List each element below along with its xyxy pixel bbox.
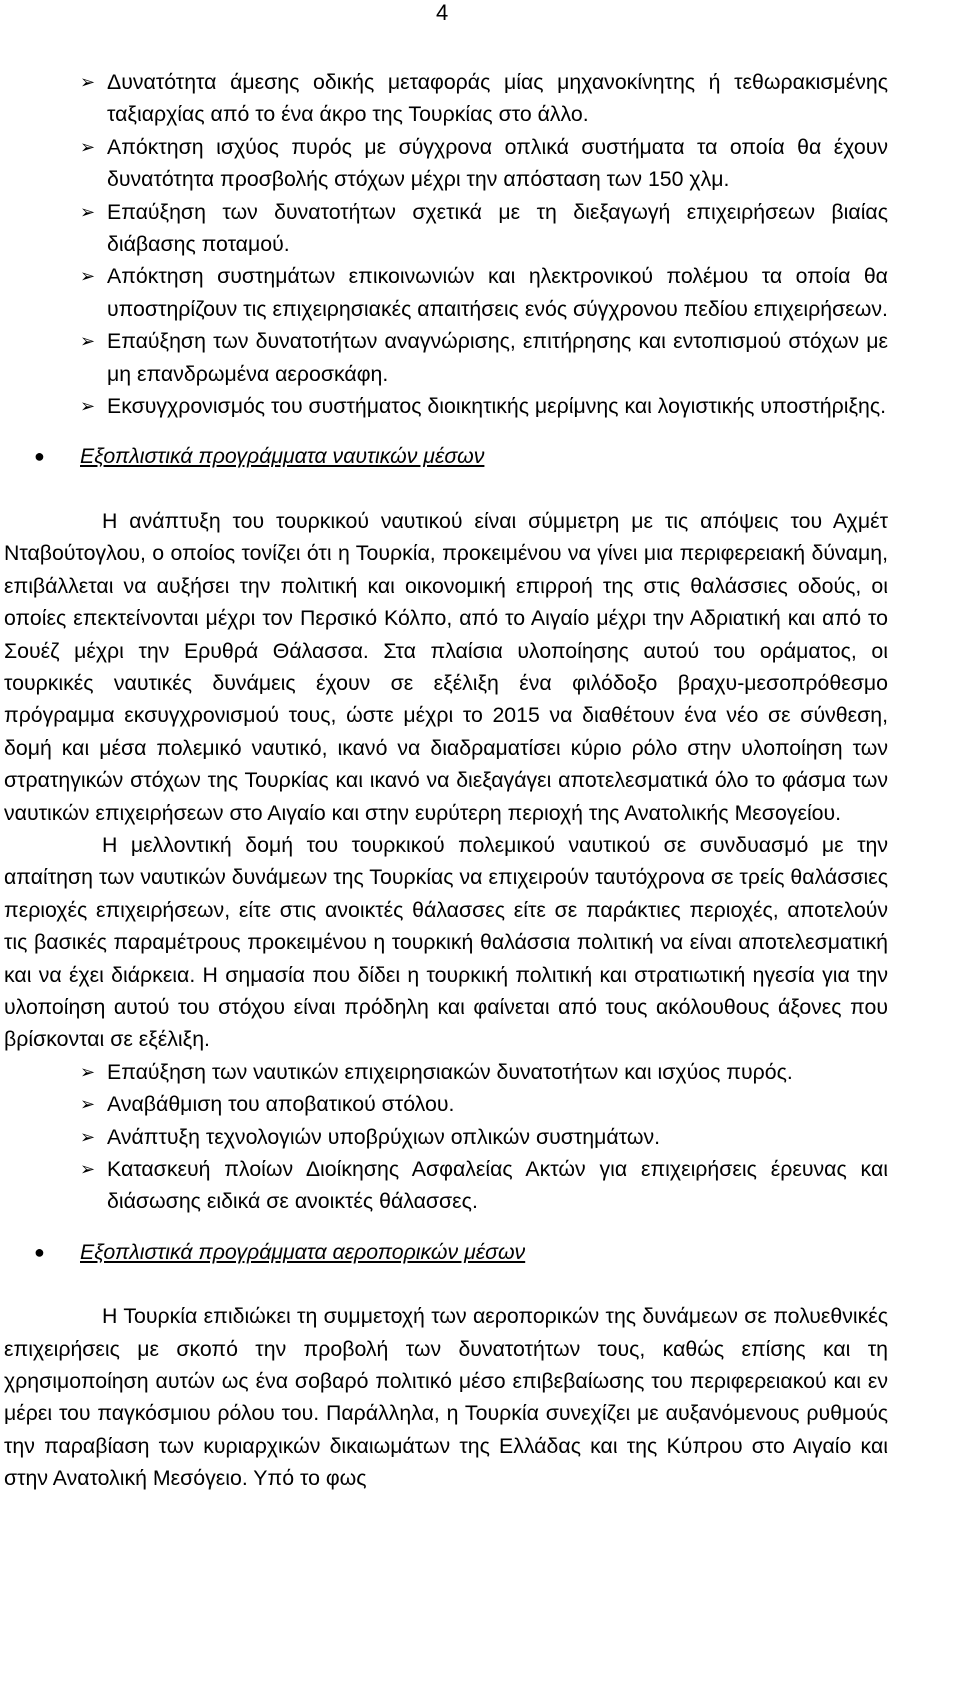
list-item: ➢ Ανάπτυξη τεχνολογιών υποβρύχιων οπλικών συστημάτων. <box>4 1121 888 1153</box>
arrow-bullet-icon: ➢ <box>80 396 96 417</box>
list-item: ➢ Δυνατότητα άμεσης οδικής μεταφοράς μίας μηχανοκίνητης ή τεθωρακισμένης ταξιαρχίας από το ένα άκρο της Τουρκίας στο άλλο. <box>4 66 888 131</box>
arrow-bullet-icon: ➢ <box>80 331 96 352</box>
list-item: ➢ Επαύξηση των ναυτικών επιχειρησιακών δυνατοτήτων και ισχύος πυρός. <box>4 1056 888 1088</box>
naval-paragraph-1: Η ανάπτυξη του τουρκικού ναυτικού είναι σύμμετρη με τις απόψεις του Αχμέτ Νταβούτογλου, ο οποίος τονίζει ότι η Τουρκία, προκειμένου να γίνει μια περιφερειακή δύναμη, επιβάλλεται να αυξήσει την πολιτική και οικονομική επιρροή της στις θαλάσσιες οδούς, οι οποίες επεκτείνονται μέχρι τον Περσικό Κόλπο, από το Αιγαίο μέχρι την Αδριατική και από το Σουέζ μέχρι την Ερυθρά Θάλασσα. Στα πλαίσια υλοποίησης αυτού του οράματος, οι τουρκικές ναυτικές δυνάμεις έχουν σε εξέλιξη ένα φιλόδοξο βραχυ-μεσοπρόθεσμο πρόγραμμα εκσυγχρονισμού τους, ώστε μέχρι το 2015 να διαθέτουν ένα νέο σε σύνθεση, δομή και μέσα πολεμικό ναυτικό, ικανό να διαδραματίσει κύριο ρόλο στην υλοποίηση των στρατηγικών στόχων της Τουρκίας και ικανό να διεξαγάγει αποτελεσματικά όλο το φάσμα των ναυτικών επιχειρήσεων στο Αιγαίο και στην ευρύτερη περιοχή της Ανατολικής Μεσογείου. <box>4 508 888 825</box>
air-paragraph-1: Η Τουρκία επιδιώκει τη συμμετοχή των αεροπορικών της δυνάμεων σε πολυεθνικές επιχειρήσεις με σκοπό την προβολή των δυνατοτήτων τους, καθώς επίσης και τη χρησιμοποίηση αυτών ως ένα σοβαρό πολιτικό μέσο επιβεβαίωσης του περιφερειακού και εν μέρει του παγκόσμιου ρόλου του. Παράλληλα, η Τουρκία συνεχίζει με αυξανόμενους ρυθμούς την παραβίαση των κυριαρχικών δικαιωμάτων της Ελλάδας και της Κύπρου στο Αιγαίο και στην Ανατολική Μεσόγειο. Υπό το φως <box>4 1304 888 1491</box>
naval-axes-list <box>4 1056 888 1218</box>
list-item: ➢ Επαύξηση των δυνατοτήτων αναγνώρισης, επιτήρησης και εντοπισμού στόχων με μη επανδρωμένα αεροσκάφη. <box>4 325 888 390</box>
list-item: ➢ Αναβάθμιση του αποβατικού στόλου. <box>4 1088 888 1120</box>
capabilities-list <box>4 66 888 422</box>
list-item: ➢ Εκσυγχρονισμός του συστήματος διοικητικής μερίμνης και λογιστικής υποστήριξης. <box>4 390 888 422</box>
air-section-heading: ● Εξοπλιστικά προγράμματα αεροπορικών μέσων <box>4 1236 888 1268</box>
arrow-bullet-icon: ➢ <box>80 1126 96 1147</box>
arrow-bullet-icon: ➢ <box>80 1061 96 1082</box>
arrow-bullet-icon: ➢ <box>80 1159 96 1179</box>
naval-section-heading: ● Εξοπλιστικά προγράμματα ναυτικών μέσων <box>4 440 888 472</box>
bullet-icon: ● <box>34 446 45 467</box>
list-item: ➢ Κατασκευή πλοίων Διοίκησης Ασφαλείας Ακτών για επιχειρήσεις έρευνας και διάσωσης ειδικά σε ανοικτές θάλασσες. <box>4 1153 888 1218</box>
naval-paragraph-2: Η μελλοντική δομή του τουρκικού πολεμικού ναυτικού σε συνδυασμό με την απαίτηση των ναυτικών δυνάμεων της Τουρκίας να επιχειρούν ταυτόχρονα σε τρείς θαλάσσιες περιοχές επιχειρήσεων, είτε στις ανοικτές θάλασσες είτε σε παράκτιες περιοχές, αποτελούν τις βασικές παραμέτρους προκειμένου η τουρκική θαλάσσια πολιτική να είναι αποτελεσματική και να έχει διάρκεια. Η σημασία που δίδει η τουρκική πολιτική και στρατιωτική ηγεσία για την υλοποίηση αυτού του στόχου είναι πρόδηλη και φαίνεται από τους ακόλουθους άξονες που βρίσκονται σε εξέλιξη. <box>4 832 888 1052</box>
arrow-bullet-icon: ➢ <box>80 136 96 157</box>
list-item: ➢ Απόκτηση συστημάτων επικοινωνιών και ηλεκτρονικού πολέμου τα οποία θα υποστηρίζουν τις επιχειρησιακές απαιτήσεις ενός σύγχρονου πεδίου επιχειρήσεων. <box>4 260 888 325</box>
arrow-bullet-icon: ➢ <box>80 1094 96 1115</box>
arrow-bullet-icon: ➢ <box>80 266 96 287</box>
bullet-icon: ● <box>34 1241 45 1262</box>
arrow-bullet-icon: ➢ <box>80 72 96 92</box>
arrow-bullet-icon: ➢ <box>80 201 96 222</box>
list-item: ➢ Επαύξηση των δυνατοτήτων σχετικά με τη διεξαγωγή επιχειρήσεων βιαίας διάβασης ποταμού. <box>4 196 888 261</box>
page-number: 4 <box>436 0 449 25</box>
document-body <box>4 66 888 1495</box>
list-item: ➢ Απόκτηση ισχύος πυρός με σύγχρονα οπλικά συστήματα τα οποία θα έχουν δυνατότητα προσβολής στόχων μέχρι την απόσταση των 150 χλμ. <box>4 131 888 196</box>
